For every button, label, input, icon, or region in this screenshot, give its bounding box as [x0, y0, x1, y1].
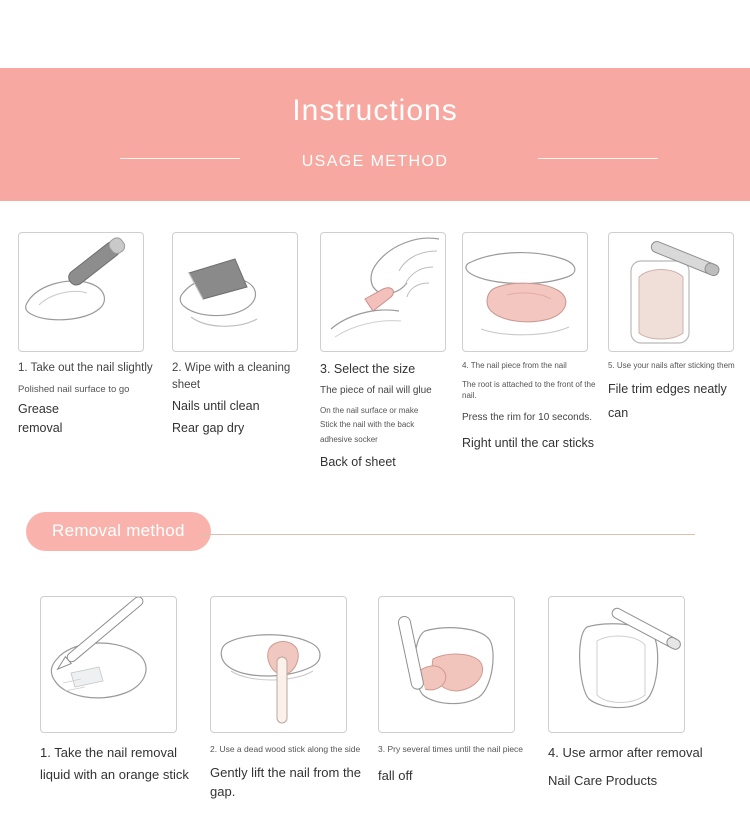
removal-step-4-line1: 4. Use armor after removal	[548, 745, 703, 760]
usage-step-4-line2: The root is attached to the front of the nail.	[462, 379, 596, 401]
removal-method-header	[0, 512, 750, 560]
removal-method-label: Removal method	[26, 512, 211, 551]
removal-step-2-line1: 2. Use a dead wood stick along the side	[210, 744, 361, 754]
usage-step-3-line4: Stick the nail with the back	[320, 420, 415, 430]
remover-liquid-stick-icon	[41, 597, 176, 732]
removal-step-3-caption	[378, 743, 538, 785]
usage-step-2-line3: Rear gap dry	[172, 421, 245, 436]
usage-step-1-caption	[18, 360, 158, 437]
usage-step-5-line3: can	[608, 405, 629, 420]
banner-divider-right	[538, 158, 658, 159]
usage-step-4-line3: Press the rim for 10 seconds.	[462, 411, 593, 423]
usage-step-5-caption	[608, 360, 748, 422]
usage-step-3-line1: 3. Select the size	[320, 362, 416, 376]
usage-step-5-line2: File trim edges neatly	[608, 381, 727, 396]
usage-step-5	[608, 232, 748, 422]
usage-step-3-line2: The piece of nail will glue	[320, 385, 432, 397]
removal-step-3	[378, 596, 538, 785]
file-edges-icon	[609, 233, 733, 351]
removal-step-1	[40, 596, 200, 784]
usage-steps-section	[0, 232, 750, 482]
removal-step-1-line2: liquid with an orange stick	[40, 766, 189, 782]
usage-step-4-caption	[462, 360, 602, 452]
usage-step-4	[462, 232, 602, 452]
usage-step-1	[18, 232, 158, 437]
usage-step-3-caption	[320, 360, 460, 472]
usage-step-3-line5: adhesive socker	[320, 434, 378, 444]
removal-step-1-caption	[40, 743, 200, 784]
usage-step-5-line1: 5. Use your nails after sticking them	[608, 361, 735, 370]
usage-step-1-line3: Grease	[18, 402, 59, 417]
usage-step-1-line1: 1. Take out the nail slightly	[18, 362, 153, 374]
removal-steps-section	[0, 596, 750, 816]
removal-method-divider	[200, 534, 695, 535]
usage-step-2-line1: 2. Wipe with a cleaning sheet	[172, 362, 291, 391]
removal-step-4-line2: Nail Care Products	[548, 772, 658, 788]
removal-step-3-line2: fall off	[378, 767, 413, 783]
nail-file-on-nail-icon	[19, 233, 143, 351]
wood-stick-lift-icon	[211, 597, 346, 732]
removal-step-4-figure	[548, 596, 685, 733]
usage-step-3-figure	[320, 232, 446, 352]
usage-step-1-figure	[18, 232, 144, 352]
removal-step-2	[210, 596, 370, 802]
page-title: Instructions	[292, 94, 458, 127]
usage-step-5-figure	[608, 232, 734, 352]
usage-step-3-line3: On the nail surface or make	[320, 405, 419, 415]
usage-step-2-line2: Nails until clean	[172, 399, 260, 414]
removal-step-4	[548, 596, 708, 790]
usage-step-4-figure	[462, 232, 588, 352]
banner-subtitle: USAGE METHOD	[301, 153, 449, 170]
instructions-banner	[0, 68, 750, 201]
usage-step-2	[172, 232, 312, 438]
removal-step-3-figure	[378, 596, 515, 733]
usage-step-3-line6: Back of sheet	[320, 455, 396, 470]
usage-step-4-line4: Right until the car sticks	[462, 436, 594, 451]
banner-subtitle-row	[0, 149, 750, 179]
usage-step-1-line2: Polished nail surface to go	[18, 383, 130, 395]
removal-step-2-figure	[210, 596, 347, 733]
press-nail-on-finger-icon	[463, 233, 587, 351]
usage-step-2-figure	[172, 232, 298, 352]
cleaning-wipe-icon	[173, 233, 297, 351]
removal-step-4-caption	[548, 743, 708, 790]
removal-step-1-line1: 1. Take the nail removal	[40, 745, 178, 760]
removal-step-2-caption	[210, 743, 370, 802]
removal-step-3-line1: 3. Pry several times until the nail piece	[378, 744, 524, 754]
usage-step-2-caption	[172, 360, 312, 438]
usage-step-1-line4: removal	[18, 420, 63, 435]
usage-step-4-line1: 4. The nail piece from the nail	[462, 361, 567, 370]
hand-selecting-size-icon	[321, 233, 445, 351]
banner-divider-left	[120, 158, 240, 159]
removal-step-1-figure	[40, 596, 177, 733]
pry-nail-icon	[379, 597, 514, 732]
removal-step-2-line2: Gently lift the nail from the gap.	[210, 764, 362, 800]
usage-step-3	[320, 232, 460, 472]
nail-care-after-icon	[549, 597, 684, 732]
